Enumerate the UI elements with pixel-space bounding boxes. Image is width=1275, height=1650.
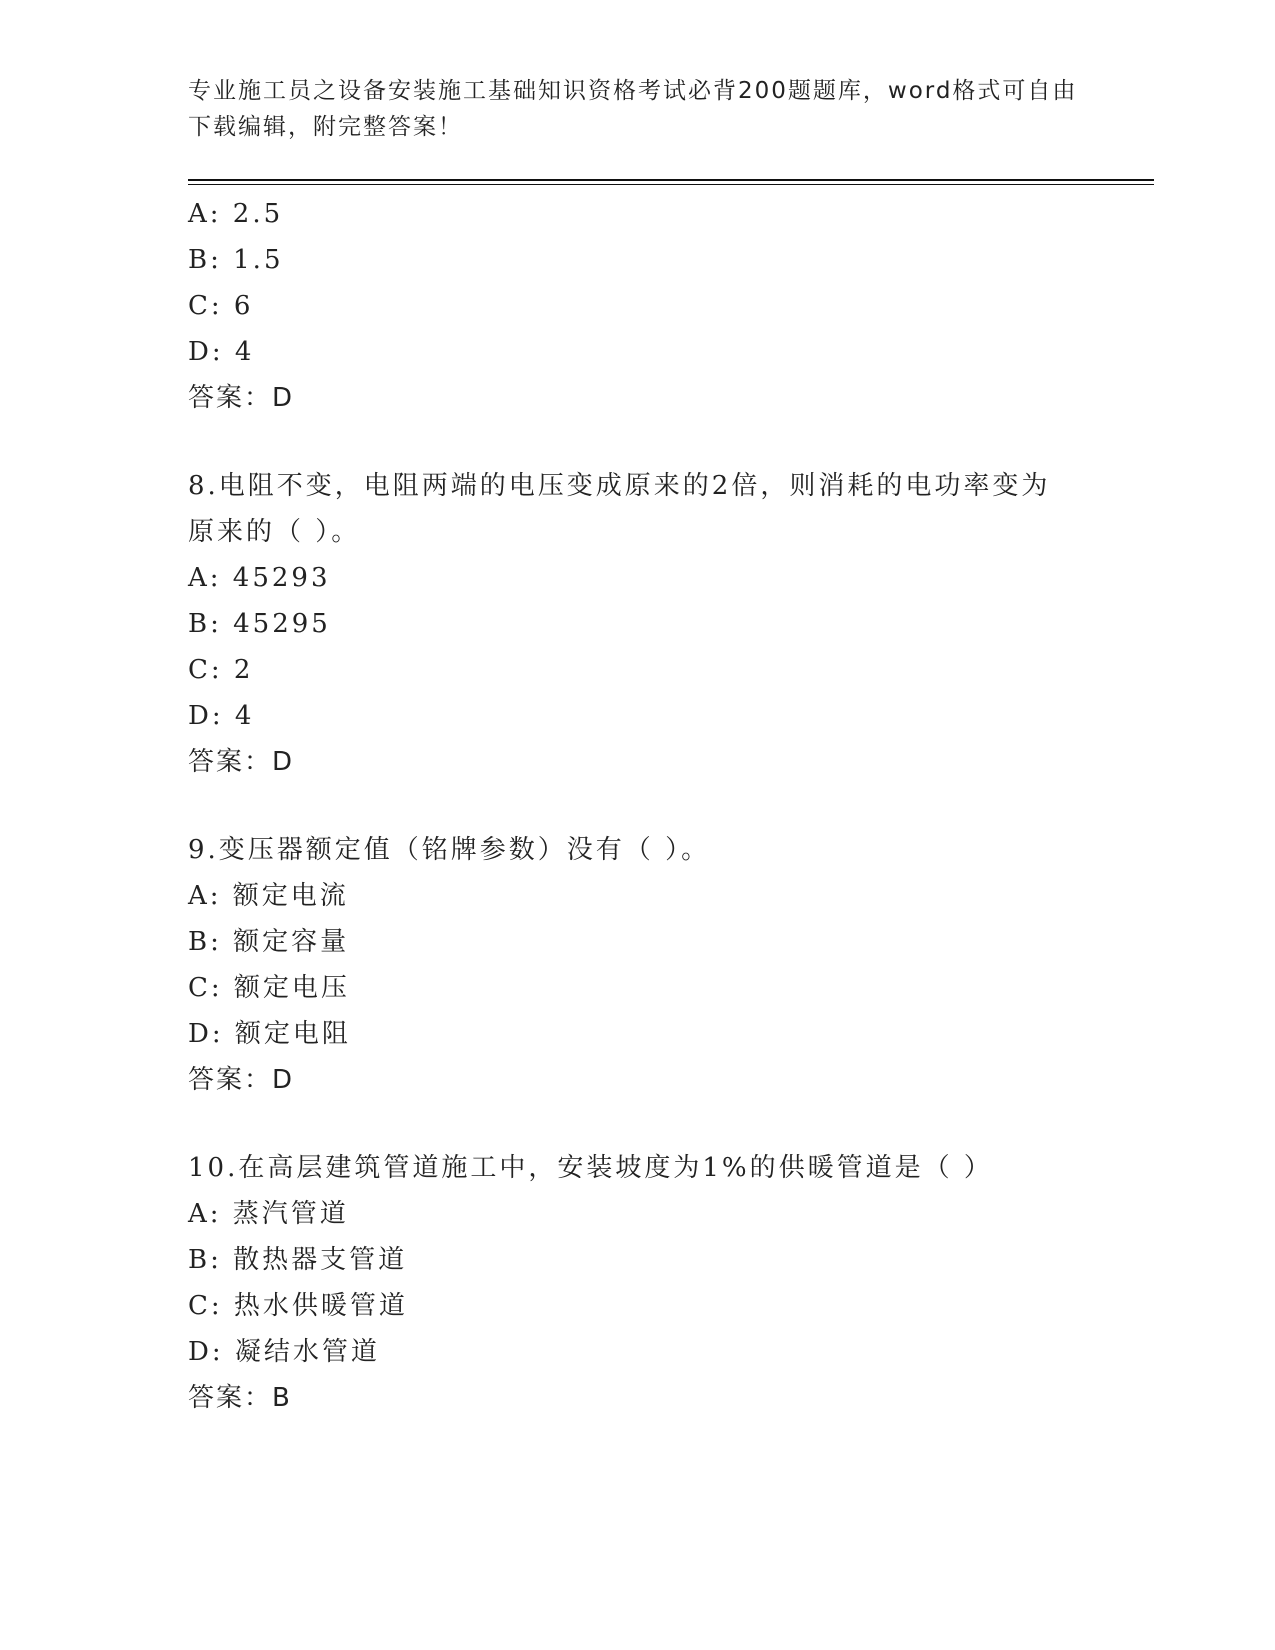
answer: 答案：D [188, 1065, 295, 1095]
header-divider-thick [188, 179, 1154, 181]
option-a: A: 2.5 [188, 199, 284, 229]
question-text-line-1: 8.电阻不变，电阻两端的电压变成原来的2倍，则消耗的电功率变为 [188, 471, 1051, 501]
option-c: C: 6 [188, 291, 254, 321]
spacer [188, 421, 1088, 463]
header-line-1: 专业施工员之设备安装施工基础知识资格考试必背200题题库，word格式可自由 [188, 78, 1078, 104]
option-b: B: 45295 [188, 609, 331, 639]
option-b: B: 1.5 [188, 245, 284, 275]
option-d: D: 凝结水管道 [188, 1337, 380, 1367]
option-d: D: 额定电阻 [188, 1019, 351, 1049]
answer: 答案：D [188, 747, 295, 777]
option-b: B: 额定容量 [188, 927, 350, 957]
option-a: A: 额定电流 [188, 881, 349, 911]
document-header [188, 73, 1088, 145]
question-8 [188, 463, 1088, 785]
question-text-line-2: 原来的（ ）。 [188, 517, 361, 547]
question-9 [188, 827, 1088, 1103]
option-c: C: 额定电压 [188, 973, 350, 1003]
spacer [188, 785, 1088, 827]
option-c: C: 2 [188, 655, 254, 685]
option-c: C: 热水供暖管道 [188, 1291, 408, 1321]
answer: 答案：D [188, 383, 295, 413]
header-divider-thin [188, 184, 1154, 185]
question-10 [188, 1145, 1088, 1421]
option-d: D: 4 [188, 337, 255, 367]
option-b: B: 散热器支管道 [188, 1245, 408, 1275]
question-7-tail [188, 191, 1088, 421]
question-text-line-1: 10.在高层建筑管道施工中，安装坡度为1%的供暖管道是（ ） [188, 1153, 993, 1183]
document-body [188, 191, 1088, 1421]
option-d: D: 4 [188, 701, 255, 731]
option-a: A: 45293 [188, 563, 331, 593]
answer: 答案：B [188, 1383, 292, 1413]
question-text-line-1: 9.变压器额定值（铭牌参数）没有（ ）。 [188, 835, 711, 865]
spacer [188, 1103, 1088, 1145]
option-a: A: 蒸汽管道 [188, 1199, 349, 1229]
header-line-2: 下载编辑，附完整答案！ [188, 114, 463, 140]
